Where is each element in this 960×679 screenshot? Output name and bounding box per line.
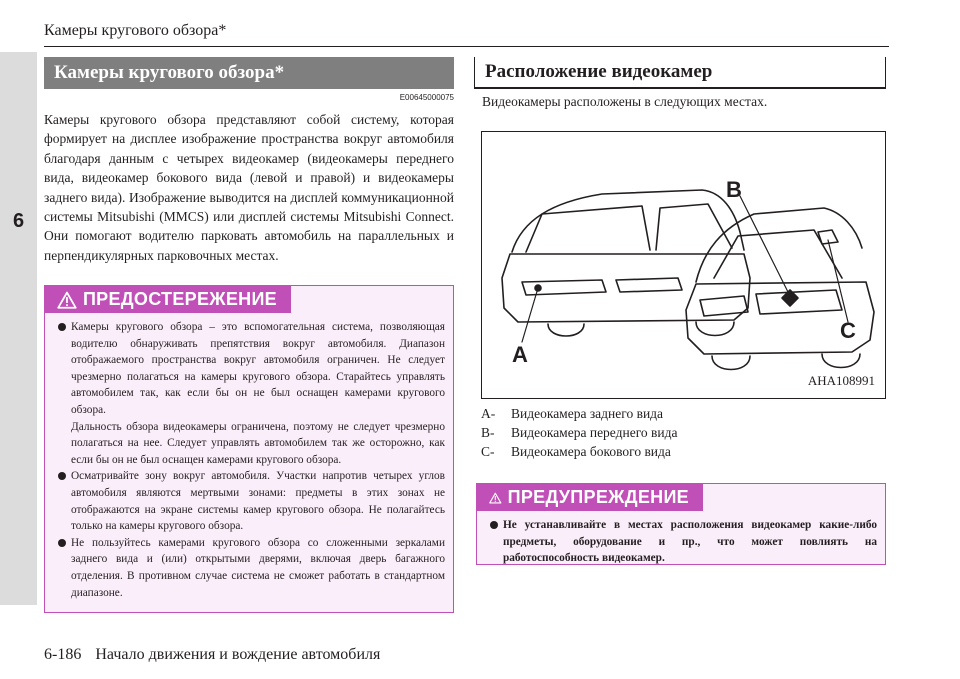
chapter-side-tab bbox=[0, 52, 37, 605]
warning-triangle-icon bbox=[57, 291, 77, 309]
caution-box bbox=[476, 483, 886, 565]
warning-box-header bbox=[45, 286, 291, 313]
warning-triangle-icon bbox=[489, 489, 502, 507]
intro-paragraph: Камеры кругового обзора представляют собой систему, которая формирует на дисплее изображение пространства вокруг автомобиля благодаря данным с четырех видеокамер (видеокамеры переднего вида, видеокамер бокового вида (левой и правой) и видеокамеры заднего вида). Изображение выводится на дисплей коммуникационной системы Mitsubishi (MMCS) или дисплей системы Mitsubishi Connect. Они помогают водителю парковать автомобиль на параллельных и перпендикулярных парковочных местах. bbox=[44, 112, 454, 263]
bullet-icon bbox=[58, 323, 66, 331]
legend-key: B- bbox=[481, 425, 495, 440]
legend-text: Видеокамера заднего вида bbox=[511, 406, 664, 421]
legend-text: Видеокамера бокового вида bbox=[511, 444, 671, 459]
legend-item bbox=[481, 423, 678, 442]
caution-list bbox=[487, 517, 877, 567]
warning-item-text: Дальность обзора видеокамеры ограничена, поэтому не следует чрезмерно полагаться на нее. Следует управлять автомобилем так же осторожно, как если бы он не был оснащен камерами кругового обзора. bbox=[71, 420, 445, 466]
warning-item bbox=[55, 535, 445, 601]
caution-item bbox=[487, 517, 877, 567]
caution-box-title: ПРЕДУПРЕЖДЕНИЕ bbox=[507, 487, 689, 507]
vehicles-illustration bbox=[482, 132, 885, 398]
caution-item-text: Не устанавливайте в местах расположения видеокамер какие-либо предметы, оборудование и пр., что может повлиять на работоспособность видеокамер. bbox=[503, 519, 877, 565]
legend-key: A- bbox=[481, 406, 496, 421]
figure-label-c: C bbox=[840, 318, 856, 343]
section-title-camera-locations: Расположение видеокамер bbox=[474, 57, 886, 89]
warning-item-text: Осматривайте зону вокруг автомобиля. Участки напротив четырех углов автомобиля являются мертвыми зонами: предметы в этих зонах не отображаются на экране системы камер кругового обзора. Не полагайтесь только на камеры кругового обзора. bbox=[71, 470, 445, 533]
rear-vehicle-drawing bbox=[502, 190, 750, 336]
section-title-surround-cameras: Камеры кругового обзора* bbox=[44, 57, 454, 89]
legend-text: Видеокамера переднего вида bbox=[511, 425, 678, 440]
footer-chapter-title: Начало движения и вождение автомобиля bbox=[95, 646, 381, 663]
chapter-number: 6 bbox=[12, 210, 25, 232]
legend-key: C- bbox=[481, 444, 495, 459]
camera-location-figure bbox=[481, 131, 886, 399]
caution-box-header bbox=[477, 484, 703, 511]
warning-box bbox=[44, 285, 454, 613]
warning-item-text: Не пользуйтесь камерами кругового обзора со сложенными зеркалами заднего вида и (или) открытыми дверями, включая дверь багажного отделения. В противном случае система не сможет работать в стандартном диапазоне. bbox=[71, 536, 445, 599]
figure-label-b: B bbox=[726, 177, 742, 202]
figure-code: AHA108991 bbox=[807, 373, 875, 388]
front-vehicle-drawing bbox=[686, 208, 874, 370]
legend-item bbox=[481, 442, 678, 461]
page-footer bbox=[44, 646, 380, 664]
page-number: 6-186 bbox=[44, 646, 82, 663]
warning-item-text: Камеры кругового обзора – это вспомогательная система, позволяющая водителю обнаруживать препятствия вокруг автомобиля. Диапазон отображаемого пространства вокруг автомобиля ограничен. Не следует чрезмерно полагаться на камеры кругового обзора. Старайтесь управлять автомобилем так, как если бы он не был оснащен камерами кругового обзора. bbox=[71, 321, 445, 416]
figure-legend bbox=[481, 404, 678, 461]
bullet-icon bbox=[490, 521, 498, 529]
warning-list bbox=[55, 319, 445, 601]
figure-label-a: A bbox=[512, 342, 528, 367]
warning-box-title: ПРЕДОСТЕРЕЖЕНИЕ bbox=[82, 289, 277, 309]
warning-item bbox=[55, 468, 445, 534]
header-rule bbox=[44, 46, 889, 47]
legend-item bbox=[481, 404, 678, 423]
bullet-icon bbox=[58, 472, 66, 480]
document-code: E00645000075 bbox=[399, 93, 454, 102]
running-head: Камеры кругового обзора* bbox=[44, 22, 227, 39]
bullet-icon bbox=[58, 539, 66, 547]
warning-item bbox=[55, 319, 445, 468]
locations-intro: Видеокамеры расположены в следующих местах. bbox=[482, 94, 768, 109]
